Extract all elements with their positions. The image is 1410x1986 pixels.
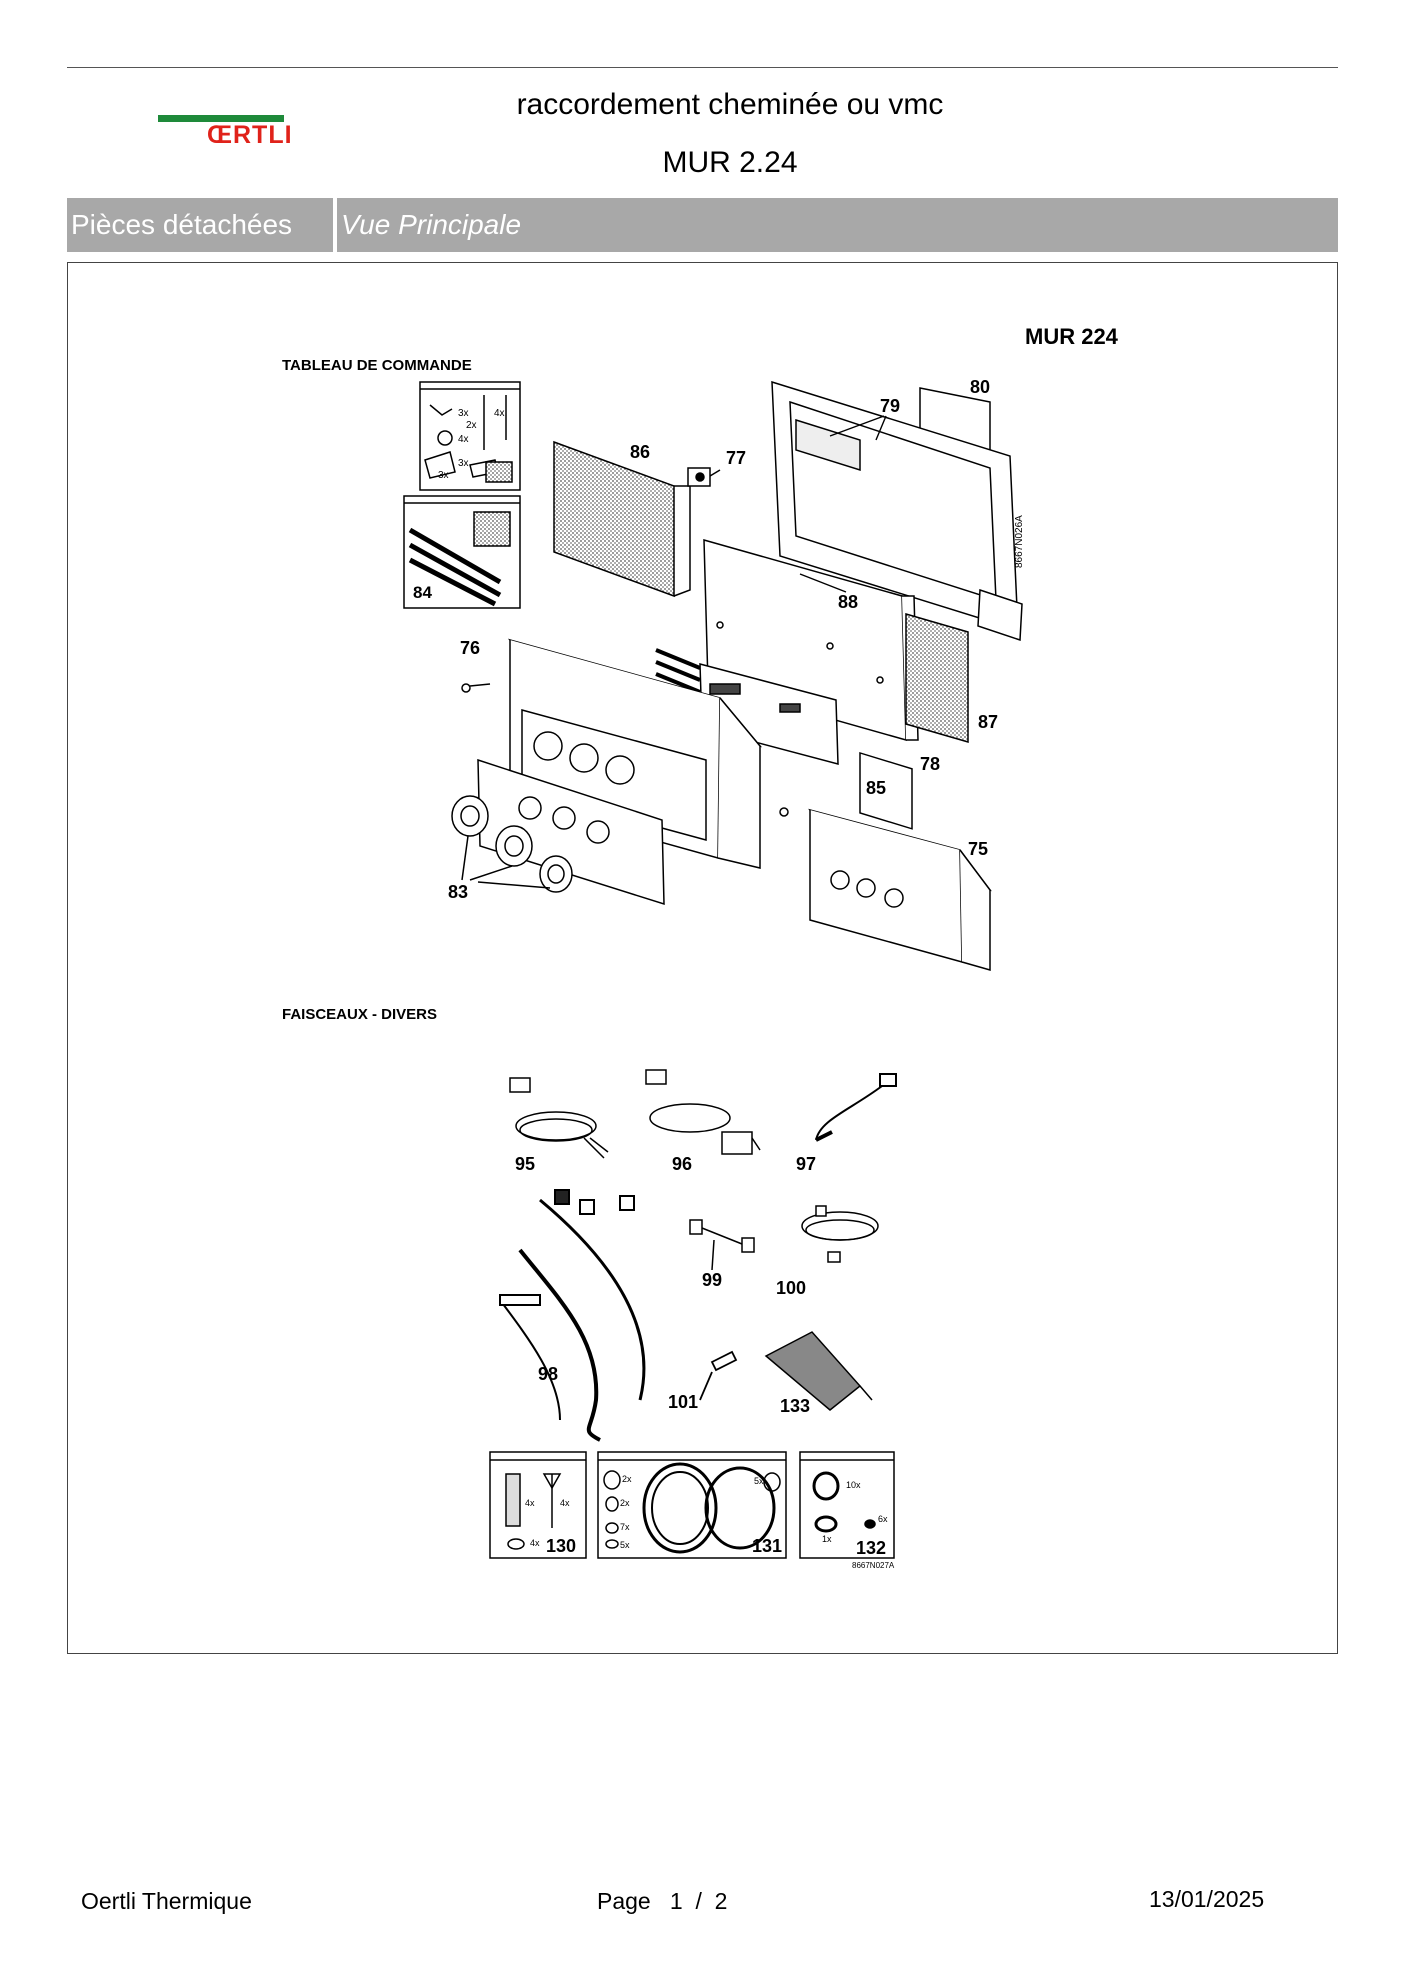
model-label: MUR 224 (1025, 324, 1118, 349)
part-number-96: 96 (672, 1154, 693, 1174)
banner-section: Pièces détachées (67, 198, 333, 252)
part-77-sensor (688, 468, 720, 486)
part-98-main-harness (500, 1190, 644, 1440)
page-total: 2 (714, 1888, 728, 1914)
part-number-133: 133 (780, 1396, 811, 1416)
kit-qty: 2x (466, 420, 477, 431)
part-99-cable (690, 1220, 754, 1270)
section-control-panel: TABLEAU DE COMMANDE (282, 357, 472, 374)
part-number-75: 75 (968, 839, 989, 859)
document-title: raccordement cheminée ou vmc (516, 88, 944, 121)
part-number-88: 88 (838, 592, 859, 612)
reference-code: 8667N027A (852, 1561, 895, 1570)
part-number-99: 99 (702, 1270, 723, 1290)
part-number-79: 79 (880, 396, 901, 416)
part-number-86: 86 (630, 442, 651, 462)
kit-qty: 7x (620, 1522, 630, 1532)
part-86-insulation (554, 442, 690, 596)
kit-qty: 4x (530, 1538, 540, 1548)
kit-qty: 4x (560, 1498, 570, 1508)
banner-view: Vue Principale (337, 198, 1338, 252)
part-number-83: 83 (448, 882, 469, 902)
kit-qty: 4x (494, 408, 505, 419)
kit-qty: 3x (458, 408, 469, 419)
kit-qty: 10x (846, 1480, 861, 1490)
part-101-clip (700, 1352, 736, 1400)
part-number-87: 87 (978, 712, 999, 732)
page-current: 1 (669, 1888, 683, 1914)
footer-date: 13/01/2025 (1149, 1886, 1265, 1912)
part-number-101: 101 (668, 1392, 699, 1412)
part-number-100: 100 (776, 1278, 807, 1298)
kit-qty: 5x (754, 1476, 764, 1486)
page-separator: / (695, 1888, 702, 1914)
kit-qty: 3x (458, 458, 469, 469)
kit-qty: 1x (822, 1534, 832, 1544)
kit-qty: 5x (620, 1540, 630, 1550)
part-number-131: 131 (752, 1536, 783, 1556)
part-number-76: 76 (460, 638, 481, 658)
part-number-84: 84 (413, 583, 432, 602)
part-number-132: 132 (856, 1538, 887, 1558)
part-number-98: 98 (538, 1364, 559, 1384)
kit-qty: 6x (878, 1514, 888, 1524)
part-number-77: 77 (726, 448, 747, 468)
part-number-95: 95 (515, 1154, 536, 1174)
document-model: MUR 2.24 (662, 146, 798, 179)
part-97-sensor-cable (816, 1074, 896, 1140)
footer-company: Oertli Thermique (81, 1888, 252, 1914)
part-100-cable (802, 1206, 878, 1262)
kit-qty: 4x (525, 1498, 535, 1508)
kit-qty: 3x (438, 470, 449, 481)
kit-qty: 2x (620, 1498, 630, 1508)
part-96-harness (646, 1070, 760, 1154)
part-number-85: 85 (866, 778, 887, 798)
footer-page-indicator (597, 1888, 727, 1915)
kit-qty: 4x (458, 434, 469, 445)
part-number-130: 130 (546, 1536, 577, 1556)
reference-code: 8667N026A (1014, 515, 1025, 568)
part-95-harness (510, 1078, 608, 1158)
brand-logo: ŒRTLI (207, 121, 293, 149)
kit-qty: 2x (622, 1474, 632, 1484)
section-harness: FAISCEAUX - DIVERS (282, 1006, 438, 1023)
part-75-control-box (780, 808, 990, 970)
part-number-97: 97 (796, 1154, 817, 1174)
part-number-78: 78 (920, 754, 941, 774)
part-number-80: 80 (970, 377, 991, 397)
page-label: Page (597, 1888, 651, 1914)
screw-kit-box (420, 382, 520, 490)
part-87-insulation (906, 614, 968, 742)
